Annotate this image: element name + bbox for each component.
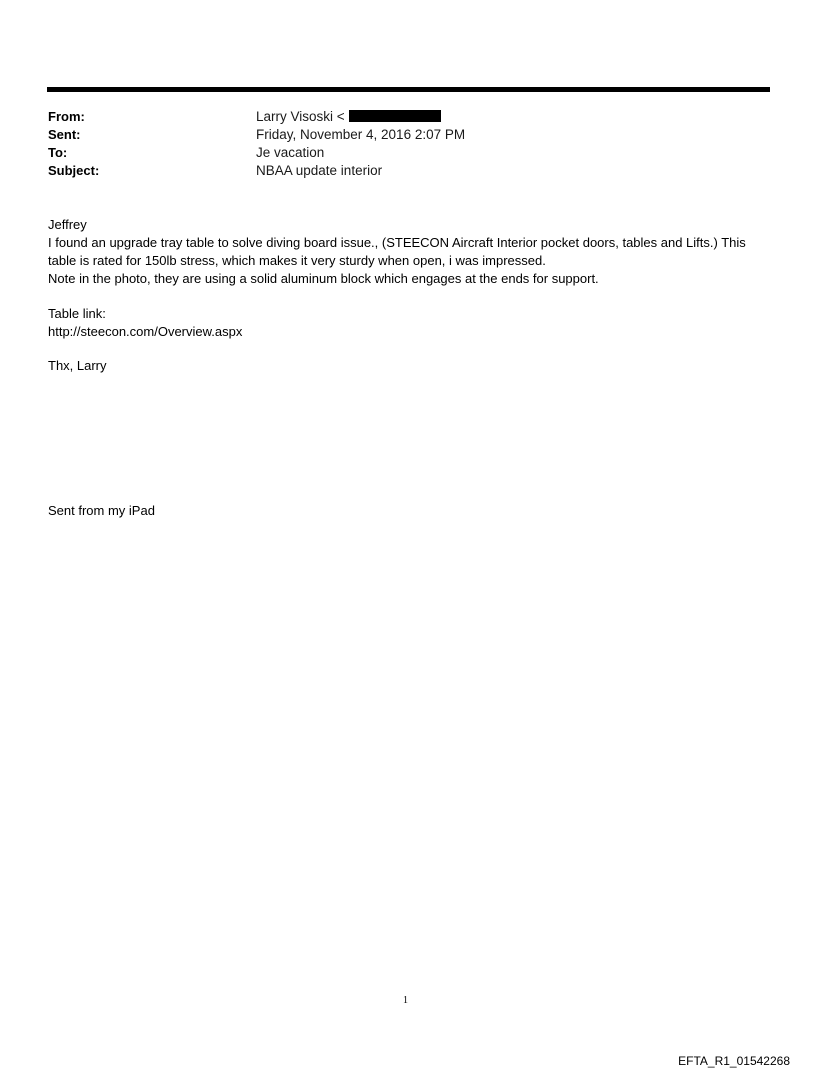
body-line-1: I found an upgrade tray table to solve diving board issue., (STEECON Aircraft Interior pocket doors, tables and Lifts.) This bbox=[48, 235, 746, 250]
to-value: Je vacation bbox=[256, 144, 325, 160]
signoff: Thx, Larry bbox=[48, 358, 107, 373]
header-divider bbox=[47, 87, 770, 92]
email-header bbox=[48, 107, 748, 179]
sent-row bbox=[48, 125, 748, 143]
subject-row bbox=[48, 161, 748, 179]
subject-value: NBAA update interior bbox=[256, 162, 383, 178]
from-row bbox=[48, 107, 748, 125]
from-value bbox=[256, 109, 441, 124]
document-id: EFTA_R1_01542268 bbox=[678, 1054, 790, 1068]
to-row bbox=[48, 143, 748, 161]
signature-line: Sent from my iPad bbox=[48, 503, 155, 518]
body-line-3: Note in the photo, they are using a solid aluminum block which engages at the ends for support. bbox=[48, 271, 599, 286]
sent-label: Sent: bbox=[48, 126, 81, 142]
link-label: Table link: bbox=[48, 306, 106, 321]
subject-label: Subject: bbox=[48, 162, 100, 178]
email-body bbox=[48, 216, 783, 375]
redacted-email bbox=[349, 110, 441, 122]
sent-value: Friday, November 4, 2016 2:07 PM bbox=[256, 126, 466, 142]
greeting: Jeffrey bbox=[48, 217, 87, 232]
sender-name: Larry Visoski < bbox=[256, 108, 345, 124]
from-label: From: bbox=[48, 108, 85, 124]
to-label: To: bbox=[48, 144, 68, 160]
body-line-2: table is rated for 150lb stress, which makes it very sturdy when open, i was impressed. bbox=[48, 253, 546, 268]
page-number: 1 bbox=[403, 995, 408, 1006]
link-url[interactable]: http://steecon.com/Overview.aspx bbox=[48, 324, 243, 339]
